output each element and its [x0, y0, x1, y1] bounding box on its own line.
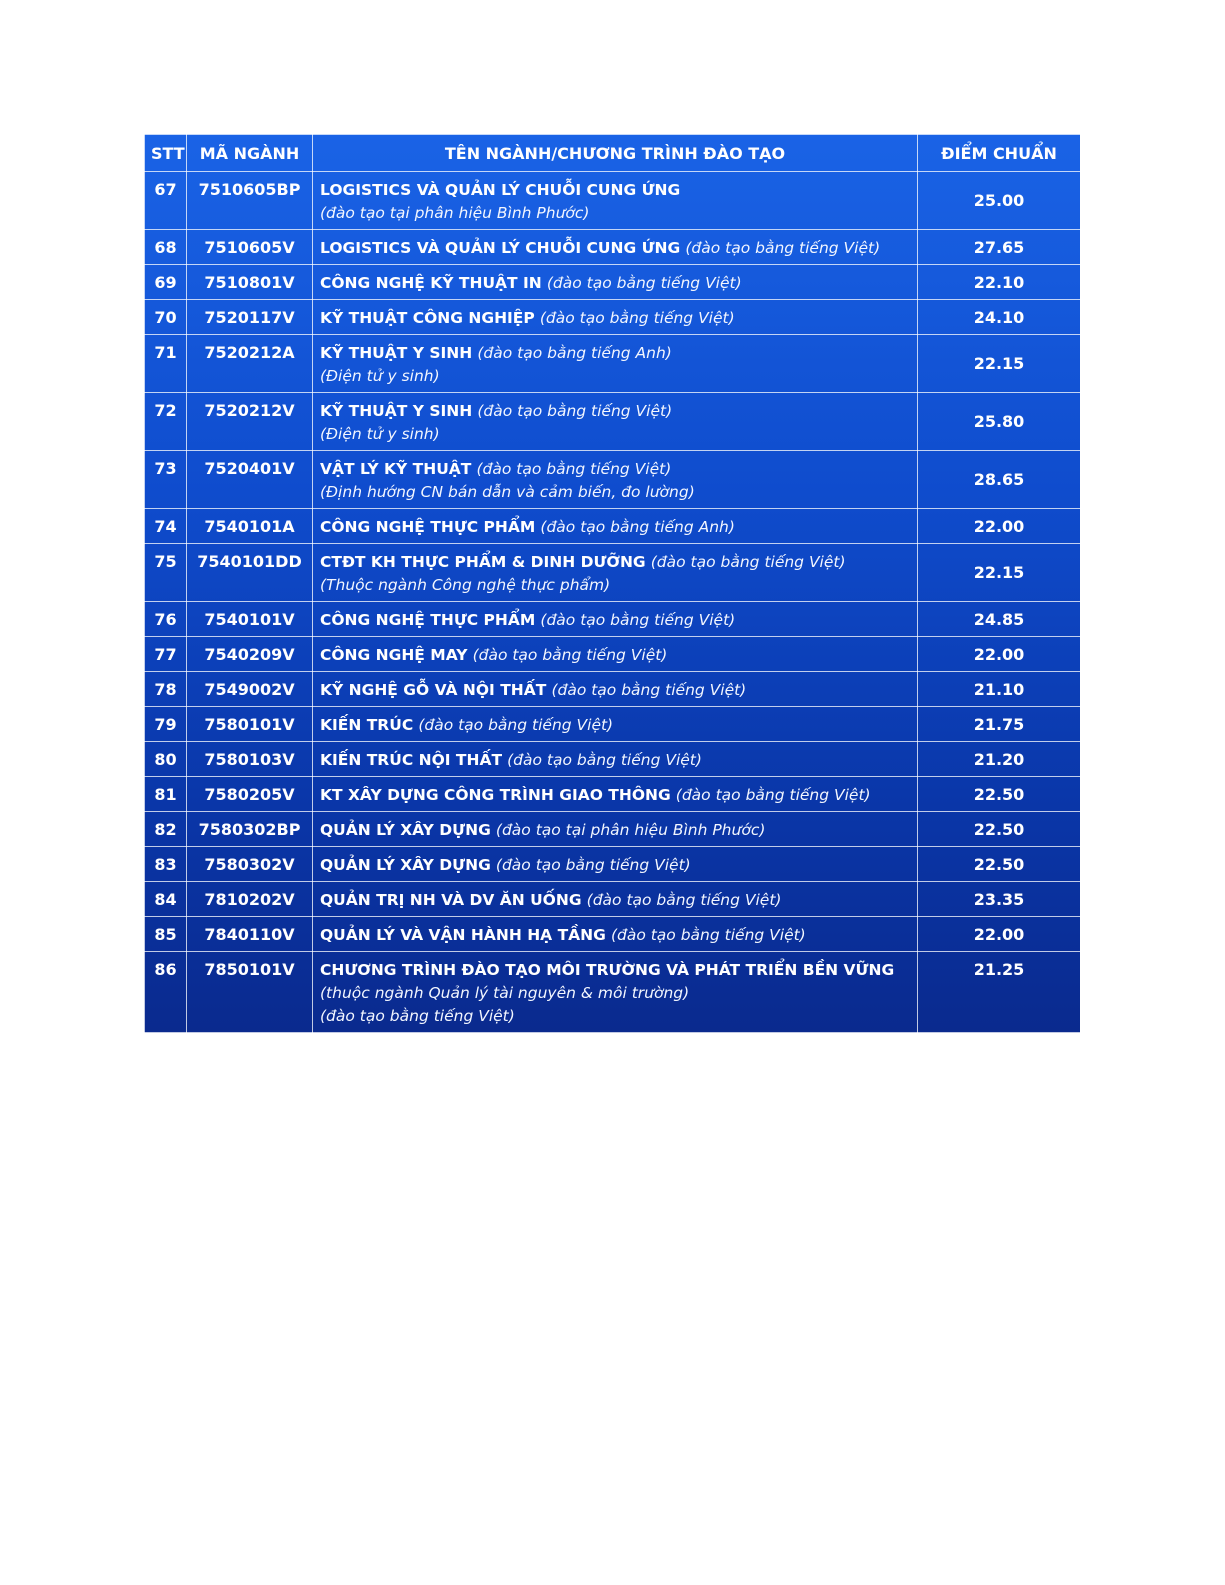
- cell-stt: 75: [145, 544, 187, 602]
- admission-score-table: [144, 134, 1080, 1033]
- program-note-line: (Thuộc ngành Công nghệ thực phẩm): [320, 576, 611, 594]
- table-row: [145, 777, 1081, 812]
- cell-major-code: 7580205V: [187, 777, 313, 812]
- table-row: [145, 172, 1081, 230]
- cell-program-name: [313, 509, 918, 544]
- cell-cutoff-score: 22.15: [918, 544, 1081, 602]
- program-language-note: (đào tạo bằng tiếng Anh): [477, 344, 672, 362]
- program-name: QUẢN TRỊ NH VÀ DV ĂN UỐNG: [320, 891, 582, 909]
- cell-cutoff-score: 22.10: [918, 265, 1081, 300]
- program-name-line: [320, 818, 911, 842]
- program-name-line: [320, 678, 911, 702]
- table-row: [145, 637, 1081, 672]
- cell-major-code: 7810202V: [187, 882, 313, 917]
- header-code: MÃ NGÀNH: [187, 135, 313, 172]
- program-name: KT XÂY DỰNG CÔNG TRÌNH GIAO THÔNG: [320, 786, 671, 804]
- cell-major-code: 7549002V: [187, 672, 313, 707]
- cell-cutoff-score: 22.00: [918, 917, 1081, 952]
- cell-cutoff-score: 22.00: [918, 509, 1081, 544]
- cell-program-name: [313, 230, 918, 265]
- cell-cutoff-score: 21.10: [918, 672, 1081, 707]
- program-name: CÔNG NGHỆ MAY: [320, 646, 468, 664]
- cell-stt: 77: [145, 637, 187, 672]
- program-language-note: (đào tạo bằng tiếng Việt): [476, 460, 672, 478]
- program-name: QUẢN LÝ VÀ VẬN HÀNH HẠ TẦNG: [320, 926, 606, 944]
- program-name: LOGISTICS VÀ QUẢN LÝ CHUỖI CUNG ỨNG: [320, 239, 681, 257]
- cell-cutoff-score: 22.00: [918, 637, 1081, 672]
- cell-program-name: [313, 847, 918, 882]
- program-language-note: (đào tạo bằng tiếng Việt): [586, 891, 782, 909]
- program-language-note: (đào tạo bằng tiếng Việt): [610, 926, 806, 944]
- program-language-note: (đào tạo bằng tiếng Anh): [540, 518, 735, 536]
- table-row: [145, 917, 1081, 952]
- cell-program-name: [313, 812, 918, 847]
- cell-stt: 69: [145, 265, 187, 300]
- program-name: QUẢN LÝ XÂY DỰNG: [320, 856, 491, 874]
- table-row: [145, 230, 1081, 265]
- cell-program-name: [313, 300, 918, 335]
- header-score: ĐIỂM CHUẨN: [918, 135, 1081, 172]
- cell-program-name: [313, 917, 918, 952]
- program-name-line: [320, 958, 911, 982]
- cell-program-name: [313, 335, 918, 393]
- cell-cutoff-score: 28.65: [918, 451, 1081, 509]
- cell-cutoff-score: 25.00: [918, 172, 1081, 230]
- cell-major-code: 7580302BP: [187, 812, 313, 847]
- cell-stt: 67: [145, 172, 187, 230]
- program-language-note: (đào tạo bằng tiếng Việt): [472, 646, 668, 664]
- cell-stt: 83: [145, 847, 187, 882]
- program-name-line: [320, 748, 911, 772]
- program-name-line: [320, 713, 911, 737]
- program-name: CÔNG NGHỆ KỸ THUẬT IN: [320, 274, 542, 292]
- cell-stt: 79: [145, 707, 187, 742]
- cell-major-code: 7520401V: [187, 451, 313, 509]
- cell-cutoff-score: 23.35: [918, 882, 1081, 917]
- cell-cutoff-score: 21.25: [918, 952, 1081, 1033]
- program-language-note: (đào tạo bằng tiếng Việt): [685, 239, 881, 257]
- table-row: [145, 812, 1081, 847]
- program-note-line: (Định hướng CN bán dẫn và cảm biến, đo lường): [320, 483, 695, 501]
- program-name: KỸ NGHỆ GỖ VÀ NỘI THẤT: [320, 681, 547, 699]
- table-row: [145, 265, 1081, 300]
- cell-program-name: [313, 672, 918, 707]
- program-language-note: (đào tạo bằng tiếng Việt): [418, 716, 614, 734]
- cell-stt: 73: [145, 451, 187, 509]
- program-name-line: [320, 608, 911, 632]
- program-name-line: [320, 923, 911, 947]
- program-language-note: (đào tạo bằng tiếng Việt): [495, 856, 691, 874]
- cell-major-code: 7520212A: [187, 335, 313, 393]
- header-name: TÊN NGÀNH/CHƯƠNG TRÌNH ĐÀO TẠO: [313, 135, 918, 172]
- table-row: [145, 952, 1081, 1033]
- cell-major-code: 7540209V: [187, 637, 313, 672]
- cell-stt: 70: [145, 300, 187, 335]
- cell-major-code: 7580101V: [187, 707, 313, 742]
- table-row: [145, 544, 1081, 602]
- cell-program-name: [313, 742, 918, 777]
- program-name: VẬT LÝ KỸ THUẬT: [320, 460, 472, 478]
- cell-cutoff-score: 22.15: [918, 335, 1081, 393]
- cell-major-code: 7510605V: [187, 230, 313, 265]
- cell-stt: 78: [145, 672, 187, 707]
- program-name: QUẢN LÝ XÂY DỰNG: [320, 821, 491, 839]
- table-body: [145, 172, 1081, 1033]
- cell-major-code: 7840110V: [187, 917, 313, 952]
- cell-program-name: [313, 544, 918, 602]
- program-name-line: [320, 550, 911, 574]
- cell-cutoff-score: 22.50: [918, 812, 1081, 847]
- program-language-note: (đào tạo bằng tiếng Việt): [546, 274, 742, 292]
- program-name-line: [320, 515, 911, 539]
- table-header-row: [145, 135, 1081, 172]
- cell-cutoff-score: 22.50: [918, 777, 1081, 812]
- cell-major-code: 7520212V: [187, 393, 313, 451]
- cell-cutoff-score: 27.65: [918, 230, 1081, 265]
- cell-major-code: 7580302V: [187, 847, 313, 882]
- program-name-line: [320, 853, 911, 877]
- cell-cutoff-score: 21.75: [918, 707, 1081, 742]
- program-language-note: (đào tạo tại phân hiệu Bình Phước): [495, 821, 766, 839]
- cell-major-code: 7510801V: [187, 265, 313, 300]
- cell-stt: 82: [145, 812, 187, 847]
- cell-stt: 81: [145, 777, 187, 812]
- header-stt: STT: [145, 135, 187, 172]
- program-name: CTĐT KH THỰC PHẨM & DINH DƯỠNG: [320, 553, 646, 571]
- program-name: CÔNG NGHỆ THỰC PHẨM: [320, 518, 536, 536]
- program-language-note: (đào tạo bằng tiếng Việt): [540, 611, 736, 629]
- cell-program-name: [313, 172, 918, 230]
- table-row: [145, 847, 1081, 882]
- table-row: [145, 672, 1081, 707]
- cell-cutoff-score: 21.20: [918, 742, 1081, 777]
- program-language-note: (đào tạo bằng tiếng Việt): [650, 553, 846, 571]
- cell-cutoff-score: 24.85: [918, 602, 1081, 637]
- program-name-line: [320, 178, 911, 202]
- program-name: KIẾN TRÚC: [320, 716, 414, 734]
- cell-major-code: 7540101DD: [187, 544, 313, 602]
- cell-program-name: [313, 393, 918, 451]
- cell-stt: 80: [145, 742, 187, 777]
- cell-stt: 68: [145, 230, 187, 265]
- program-name-line: [320, 306, 911, 330]
- cell-cutoff-score: 25.80: [918, 393, 1081, 451]
- table-row: [145, 742, 1081, 777]
- cell-program-name: [313, 637, 918, 672]
- cell-major-code: 7510605BP: [187, 172, 313, 230]
- program-name: KỸ THUẬT Y SINH: [320, 344, 473, 362]
- program-name: KỸ THUẬT Y SINH: [320, 402, 473, 420]
- program-note-line: (Điện tử y sinh): [320, 425, 440, 443]
- cell-program-name: [313, 882, 918, 917]
- program-name: LOGISTICS VÀ QUẢN LÝ CHUỖI CUNG ỨNG: [320, 181, 681, 199]
- program-name-line: [320, 271, 911, 295]
- cell-stt: 71: [145, 335, 187, 393]
- cell-cutoff-score: 24.10: [918, 300, 1081, 335]
- table-row: [145, 509, 1081, 544]
- program-note-line: (thuộc ngành Quản lý tài nguyên & môi trường): [320, 984, 690, 1002]
- program-note-line: (đào tạo tại phân hiệu Bình Phước): [320, 204, 590, 222]
- program-name: KỸ THUẬT CÔNG NGHIỆP: [320, 309, 535, 327]
- cell-stt: 76: [145, 602, 187, 637]
- program-name: CÔNG NGHỆ THỰC PHẨM: [320, 611, 536, 629]
- table-row: [145, 393, 1081, 451]
- program-language-note: (đào tạo bằng tiếng Việt): [539, 309, 735, 327]
- program-language-note: (đào tạo bằng tiếng Việt): [675, 786, 871, 804]
- cell-stt: 72: [145, 393, 187, 451]
- cell-major-code: 7540101V: [187, 602, 313, 637]
- program-name-line: [320, 783, 911, 807]
- table-row: [145, 335, 1081, 393]
- score-table-grid: [144, 134, 1081, 1033]
- cell-major-code: 7580103V: [187, 742, 313, 777]
- program-language-note: (đào tạo bằng tiếng Việt): [507, 751, 702, 769]
- cell-program-name: [313, 952, 918, 1033]
- table-row: [145, 451, 1081, 509]
- cell-program-name: [313, 451, 918, 509]
- cell-program-name: [313, 707, 918, 742]
- program-name-line: [320, 236, 911, 260]
- table-row: [145, 882, 1081, 917]
- program-name: CHƯƠNG TRÌNH ĐÀO TẠO MÔI TRƯỜNG VÀ PHÁT TRIỂN BỀN VỮNG: [320, 961, 895, 979]
- cell-major-code: 7850101V: [187, 952, 313, 1033]
- cell-stt: 74: [145, 509, 187, 544]
- program-language-note: (đào tạo bằng tiếng Việt): [551, 681, 747, 699]
- cell-program-name: [313, 602, 918, 637]
- cell-cutoff-score: 22.50: [918, 847, 1081, 882]
- program-name-line: [320, 888, 911, 912]
- program-language-note: (đào tạo bằng tiếng Việt): [477, 402, 673, 420]
- program-name: KIẾN TRÚC NỘI THẤT: [320, 751, 503, 769]
- program-name-line: [320, 643, 911, 667]
- program-note-line: (Điện tử y sinh): [320, 367, 440, 385]
- cell-stt: 85: [145, 917, 187, 952]
- program-name-line: [320, 457, 911, 481]
- program-name-line: [320, 341, 911, 365]
- cell-stt: 84: [145, 882, 187, 917]
- table-row: [145, 707, 1081, 742]
- cell-program-name: [313, 777, 918, 812]
- program-name-line: [320, 399, 911, 423]
- table-row: [145, 602, 1081, 637]
- cell-stt: 86: [145, 952, 187, 1033]
- cell-major-code: 7520117V: [187, 300, 313, 335]
- program-note-line: (đào tạo bằng tiếng Việt): [320, 1007, 515, 1025]
- table-row: [145, 300, 1081, 335]
- cell-program-name: [313, 265, 918, 300]
- cell-major-code: 7540101A: [187, 509, 313, 544]
